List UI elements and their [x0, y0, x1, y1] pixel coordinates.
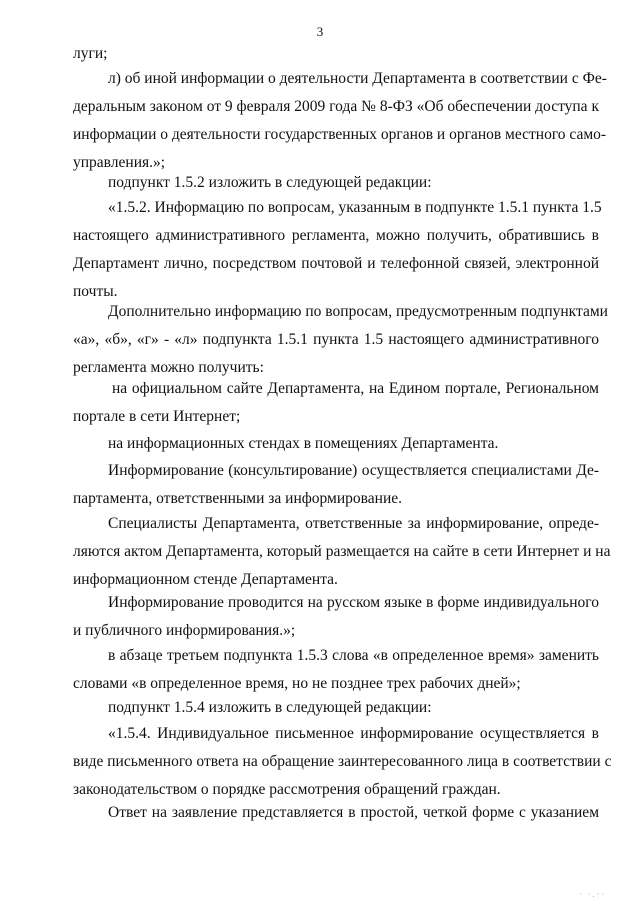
- text-line: портале в сети Интернет;: [73, 408, 241, 425]
- text-line: Информирование проводится на русском языке в форме индивидуального: [108, 594, 599, 611]
- paragraph-1-5-4: [73, 720, 612, 804]
- text-line: регламента можно получить:: [73, 359, 264, 376]
- paragraph-consulting: [73, 457, 599, 513]
- text-line: Дополнительно информацию по вопросам, предусмотренным подпунктами: [108, 303, 608, 320]
- text-line: Ответ на заявление представляется в простой, четкой форме с указанием: [108, 804, 599, 821]
- text-line: партамента, ответственными за информирование.: [73, 490, 402, 507]
- text-line: и публичного информирования.»;: [73, 622, 296, 639]
- paragraph-additional-info: [73, 298, 608, 382]
- scan-artifact-mark: · ·.··: [579, 890, 606, 899]
- text-line: Информирование (консультирование) осуществляется специалистами Де-: [108, 462, 599, 479]
- text-line: на информационных стендах в помещениях Департамента.: [108, 435, 499, 452]
- text-line: «1.5.2. Информацию по вопросам, указанным в подпункте 1.5.1 пункта 1.5: [108, 199, 602, 216]
- paragraph-subitem-l: [73, 65, 607, 177]
- text-line: информации о деятельности государственных органов и органов местного само-: [73, 126, 607, 143]
- paragraph-subpoint-1-5-4-intro: [73, 694, 599, 722]
- text-line: словами «в определенное время, но не позднее трех рабочих дней»;: [73, 675, 521, 692]
- text-line: управления.»;: [73, 154, 166, 171]
- page-number: 3: [316, 24, 324, 39]
- text-line: подпункт 1.5.4 изложить в следующей редакции:: [108, 699, 432, 716]
- text-line: Специалисты Департамента, ответственные за информирование, опреде-: [108, 515, 599, 532]
- text-line: законодательством о порядке рассмотрения обращений граждан.: [73, 781, 501, 798]
- paragraph-official-site: [73, 375, 599, 431]
- paragraph-answer-form: [73, 799, 599, 827]
- paragraph-language: [73, 589, 599, 645]
- paragraph-subpoint-1-5-2-intro: [73, 169, 599, 197]
- text-line: подпункт 1.5.2 изложить в следующей редакции:: [108, 174, 432, 191]
- paragraph-specialists: [73, 510, 611, 594]
- text-line: ляются актом Департамента, который размещается на сайте в сети Интернет и на: [73, 543, 611, 560]
- text-line: почты.: [73, 283, 118, 300]
- text-line: луги;: [73, 45, 108, 62]
- text-line: «а», «б», «г» - «л» подпункта 1.5.1 пункта 1.5 настоящего административного: [73, 331, 599, 348]
- text-line: в абзаце третьем подпункта 1.5.3 слова «в определенное время» заменить: [108, 647, 599, 664]
- paragraph-1-5-3-amendment: [73, 642, 599, 698]
- text-line: л) об иной информации о деятельности Департамента в соответствии с Фе-: [108, 70, 607, 87]
- paragraph-info-stands: [73, 430, 599, 458]
- text-line: Департамент лично, посредством почтовой и телефонной связей, электронной: [73, 255, 599, 272]
- paragraph-1-5-2: [73, 194, 602, 306]
- text-line: настоящего административного регламента, можно получить, обратившись в: [73, 227, 599, 244]
- text-line: на официальном сайте Департамента, на Едином портале, Региональном: [112, 380, 599, 397]
- text-line: «1.5.4. Индивидуальное письменное информирование осуществляется в: [108, 725, 599, 742]
- text-line: информационном стенде Департамента.: [73, 571, 338, 588]
- text-line: деральным законом от 9 февраля 2009 года № 8-ФЗ «Об обеспечении доступа к: [73, 98, 599, 115]
- text-line: виде письменного ответа на обращение заинтересованного лица в соответствии с: [73, 753, 612, 770]
- document-body: [73, 40, 599, 68]
